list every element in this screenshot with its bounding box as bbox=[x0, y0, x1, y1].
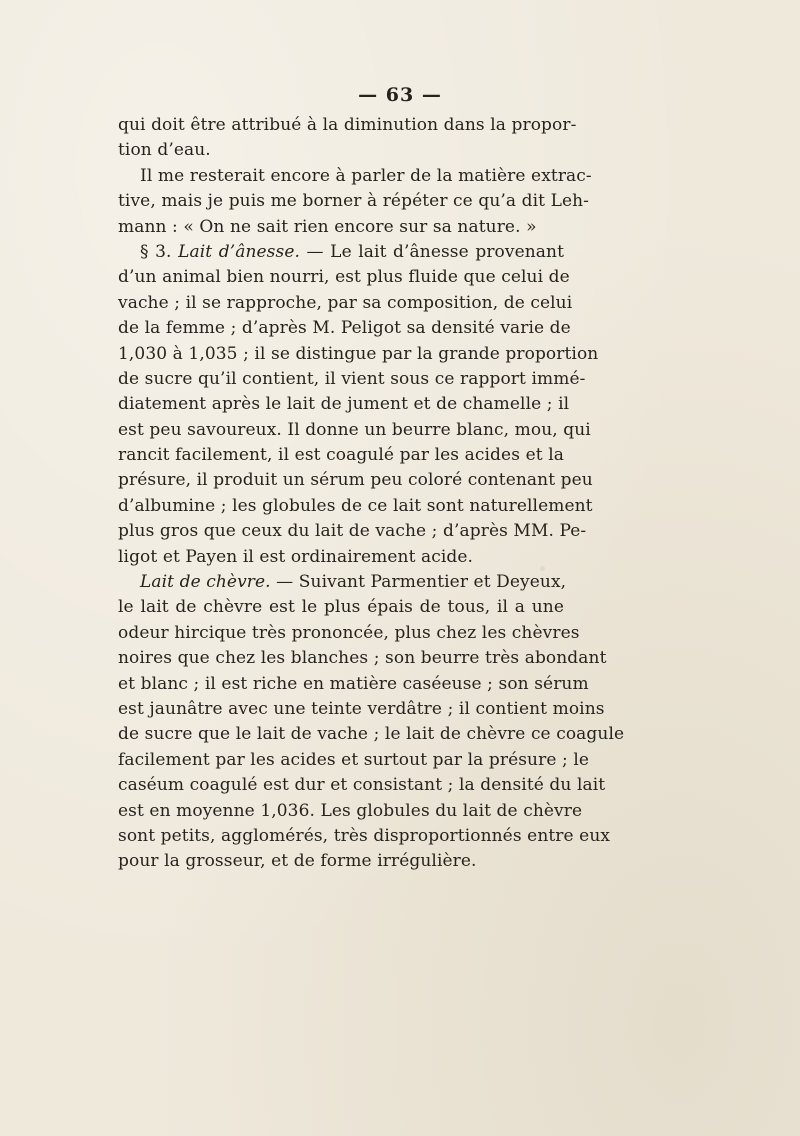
text-line: d’albumine ; les globules de ce lait sont naturellement bbox=[118, 495, 593, 516]
body-text bbox=[118, 113, 625, 875]
text-line: le lait de chèvre est le plus épais de tous, il a une bbox=[118, 597, 564, 618]
text-line: de sucre que le lait de vache ; le lait de chèvre ce coagule bbox=[118, 724, 625, 745]
text-line: est en moyenne 1,036. Les globules du lait de chèvre bbox=[118, 800, 583, 821]
text-line: sont petits, agglomérés, très disproportionnés entre eux bbox=[118, 825, 611, 846]
text-line: vache ; il se rapproche, par sa composition, de celui bbox=[118, 292, 573, 313]
text-line: qui doit être attribué à la diminution dans la propor- bbox=[118, 115, 577, 135]
text-line: et blanc ; il est riche en matière caséeuse ; son sérum bbox=[118, 673, 589, 694]
text-line: Il me resterait encore à parler de la matière extrac- bbox=[140, 165, 592, 186]
text-line: diatement après le lait de jument et de chamelle ; il bbox=[118, 394, 570, 415]
text-line: tive, mais je puis me borner à répéter ce qu’a dit Leh- bbox=[118, 191, 590, 212]
text-line: rancit facilement, il est coagulé par les acides et la bbox=[118, 445, 564, 466]
section-title: Lait d’ânesse. bbox=[178, 241, 300, 262]
page-number: — 63 — bbox=[358, 84, 442, 106]
text-line: est peu savoureux. Il donne un beurre blanc, mou, qui bbox=[118, 419, 591, 440]
text-line: d’un animal bien nourri, est plus fluide que celui de bbox=[118, 267, 570, 288]
text-line: de sucre qu’il contient, il vient sous ce rapport immé- bbox=[118, 368, 586, 389]
text-line: facilement par les acides et surtout par la présure ; le bbox=[118, 749, 590, 770]
text-line: noires que chez les blanches ; son beurre très abondant bbox=[118, 648, 607, 669]
text-line: ligot et Payen il est ordinairement acide. bbox=[118, 546, 474, 567]
text-line: mann : « On ne sait rien encore sur sa nature. » bbox=[118, 216, 537, 237]
text-line: de la femme ; d’après M. Peligot sa densité varie de bbox=[118, 318, 571, 339]
section-number: § 3. bbox=[140, 241, 179, 262]
section-heading-line bbox=[118, 240, 564, 265]
text-line: est jaunâtre avec une teinte verdâtre ; il contient moins bbox=[118, 698, 605, 719]
text-line: pour la grosseur, et de forme irrégulière. bbox=[118, 851, 477, 872]
text-line: caséum coagulé est dur et consistant ; la densité du lait bbox=[118, 775, 606, 796]
subsection-title: Lait de chèvre. bbox=[140, 572, 271, 593]
text-line: plus gros que ceux du lait de vache ; d’après MM. Pe- bbox=[118, 521, 587, 542]
text-line: odeur hircique très prononcée, plus chez les chèvres bbox=[118, 622, 580, 643]
section-lead: — Le lait d’ânesse provenant bbox=[300, 241, 565, 262]
subsection-heading-line bbox=[118, 570, 567, 595]
subsection-lead: — Suivant Parmentier et Deyeux, bbox=[270, 572, 567, 593]
text-line: 1,030 à 1,035 ; il se distingue par la grande proportion bbox=[118, 343, 599, 364]
text-line: tion d’eau. bbox=[118, 140, 211, 161]
text-line: présure, il produit un sérum peu coloré contenant peu bbox=[118, 470, 593, 491]
